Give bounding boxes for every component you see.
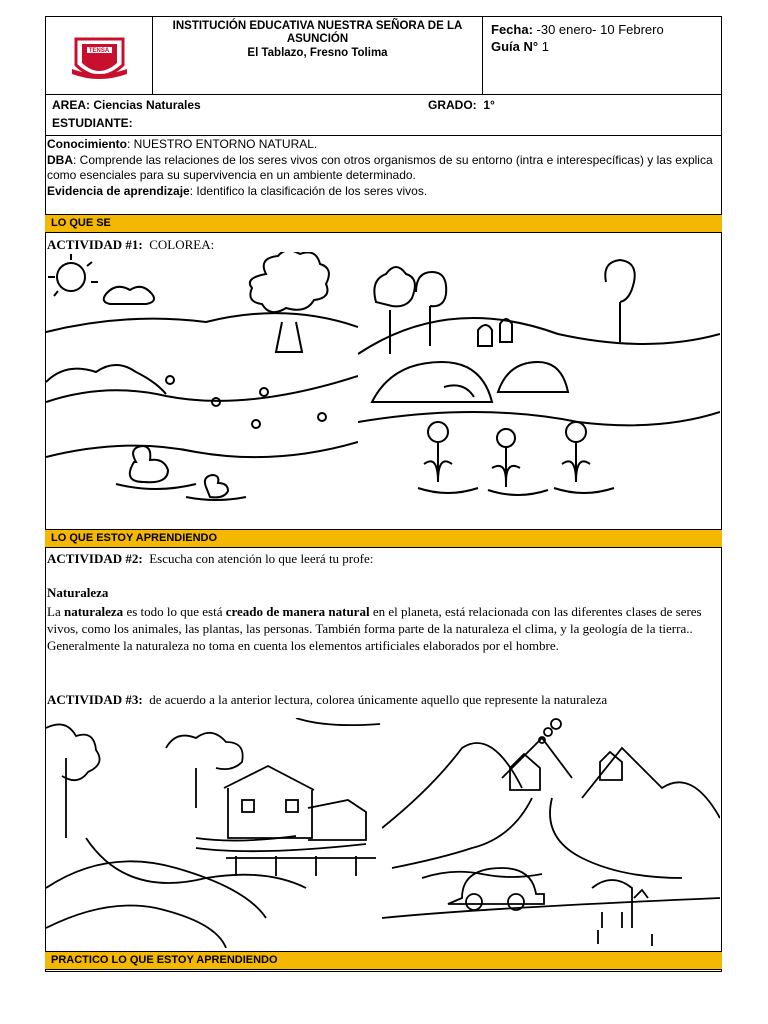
section-bar-lo-que-se: LO QUE SE: [45, 214, 722, 233]
info-row: [45, 95, 722, 136]
area-label: AREA: Ciencias Naturales: [52, 98, 201, 112]
activity1-line: [47, 237, 214, 253]
reading-text-2: es todo lo que está: [123, 604, 226, 619]
evidencia-text: : Identifico la clasificación de los seres vivos.: [189, 183, 428, 198]
institution-location: El Tablazo, Fresno Tolima: [247, 47, 388, 59]
activity1-label: ACTIVIDAD #1:: [47, 237, 143, 252]
activity2-text: Escucha con atención lo que leerá tu profe:: [149, 551, 374, 566]
school-logo: [46, 17, 153, 94]
guia-label: Guía N°: [491, 39, 539, 54]
estudiante-label: ESTUDIANTE:: [52, 116, 133, 130]
guia-value: 1: [541, 39, 549, 54]
reading-text-1: La: [47, 604, 64, 619]
fecha-label: Fecha:: [491, 22, 533, 37]
coloring-image-house: [46, 718, 380, 948]
header-table: [45, 16, 722, 95]
sun-icon: [57, 263, 85, 291]
activity3-line: [47, 692, 607, 708]
activity3-label: ACTIVIDAD #3:: [47, 692, 143, 707]
reading-text-3: en el planeta, está relacionada con las diferentes clases de seres vivos, como los animales, las plantas, las personas. También forma parte de la naturaleza el clima, y la geología de la tierra.. Generalmente la naturaleza no toma en cuenta los elementos artificiales elaborados por el hombre.: [47, 604, 702, 653]
dba-text: : Comprende las relaciones de los seres vivos con otros organismos de su entorno (intra e interespecíficas) y las explica como esenciales para su supervivencia en un ambiente determinado.: [47, 152, 713, 182]
reading-title: Naturaleza: [47, 585, 109, 600]
grado-value: 1°: [483, 98, 495, 112]
coloring-image-turtles: [358, 252, 720, 524]
activity3-text: de acuerdo a la anterior lectura, colorea únicamente aquello que represente la naturaleza: [149, 692, 608, 707]
activity2-line: [47, 551, 373, 567]
coloring-image-valley: [382, 718, 720, 948]
fecha-value: -30 enero- 10 Febrero: [536, 22, 664, 37]
conocimiento-label: Conocimiento: [47, 137, 127, 151]
reading-paragraph: [47, 603, 707, 654]
activity2-label: ACTIVIDAD #2:: [47, 551, 143, 566]
conocimiento-text: : NUESTRO ENTORNO NATURAL.: [127, 137, 318, 151]
dba-block: [47, 137, 719, 199]
reading-bold-1: naturaleza: [63, 604, 124, 619]
logo-cell: [46, 17, 153, 94]
logo-text: TENSA: [88, 48, 110, 54]
evidencia-label: Evidencia de aprendizaje: [47, 183, 190, 198]
date-cell: [491, 21, 721, 91]
institution-name: INSTITUCIÓN EDUCATIVA NUESTRA SEÑORA DE LA ASUNCIÓN: [172, 20, 463, 45]
section-bar-aprendiendo: LO QUE ESTOY APRENDIENDO: [45, 529, 722, 548]
reading-bold-2: creado de manera natural: [225, 604, 370, 619]
coloring-image-meadow: [46, 252, 358, 524]
section-bar-practico: PRACTICO LO QUE ESTOY APRENDIENDO: [45, 951, 722, 970]
grado: [428, 98, 495, 112]
grado-label: GRADO:: [428, 98, 477, 112]
title-cell: [153, 17, 483, 94]
dba-label: DBA: [47, 152, 73, 167]
activity1-text: COLOREA:: [149, 237, 215, 252]
